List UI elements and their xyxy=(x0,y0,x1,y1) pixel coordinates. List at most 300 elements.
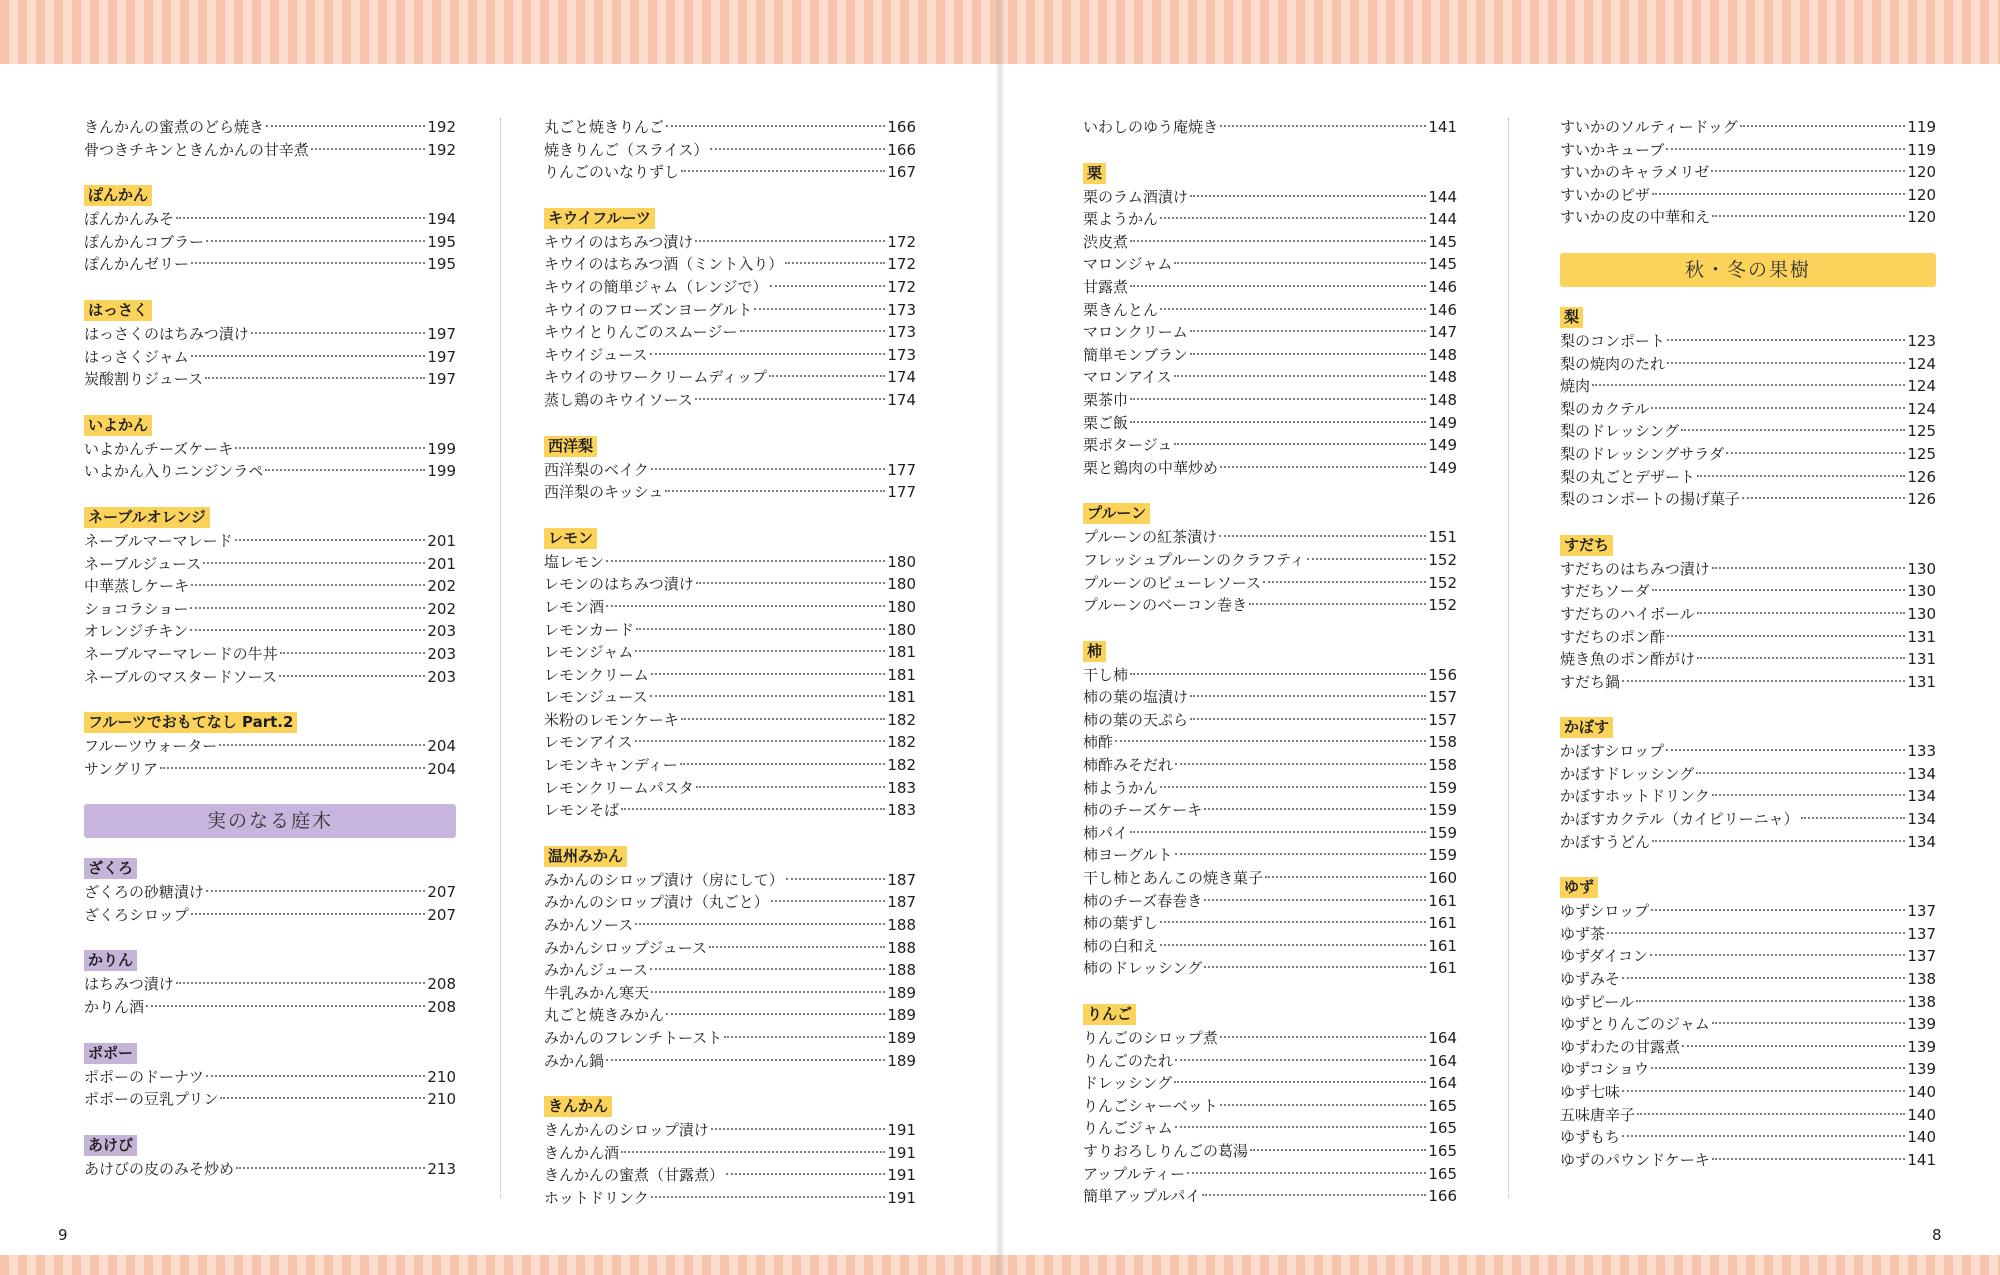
toc-entry[interactable] xyxy=(544,686,916,709)
entry-title: レモンそば xyxy=(544,801,620,820)
toc-entry[interactable] xyxy=(84,1158,456,1181)
entry-page-number: 152 xyxy=(1428,550,1457,569)
toc-entry[interactable] xyxy=(1560,923,1936,946)
entry-title: あけびの皮のみそ炒め xyxy=(84,1159,235,1178)
toc-entry[interactable] xyxy=(84,231,456,254)
dot-leader xyxy=(146,1005,425,1007)
entry-page-number: 191 xyxy=(887,1166,916,1185)
toc-entry[interactable] xyxy=(544,891,916,914)
dot-leader xyxy=(1652,589,1906,591)
toc-entry[interactable] xyxy=(1560,603,1936,626)
entry-title: キウイとりんごのスムージー xyxy=(544,323,738,342)
entry-title: 西洋梨のベイク xyxy=(544,460,649,479)
toc-entry[interactable] xyxy=(84,620,456,643)
entry-title: キウイのはちみつ漬け xyxy=(544,232,694,251)
toc-entry[interactable] xyxy=(1083,299,1457,322)
entry-title: キウイのはちみつ酒（ミント入り） xyxy=(544,255,784,274)
entry-title: 干し柿 xyxy=(1083,665,1129,684)
toc-entry[interactable] xyxy=(1560,330,1936,353)
toc-entry[interactable] xyxy=(544,619,916,642)
toc-entry[interactable] xyxy=(1560,206,1936,229)
page-number-left: 9 xyxy=(58,1226,68,1244)
dot-leader xyxy=(1263,581,1426,583)
entry-title: フルーツウォーター xyxy=(84,737,218,756)
dot-leader xyxy=(770,285,886,287)
toc-entry[interactable] xyxy=(544,231,916,254)
entry-title: すいかの皮の中華和え xyxy=(1560,208,1711,227)
toc-entry[interactable] xyxy=(1083,1163,1457,1186)
dot-leader xyxy=(1666,749,1905,751)
entry-page-number: 159 xyxy=(1428,823,1457,842)
entry-page-number: 192 xyxy=(427,118,456,136)
entry-page-number: 197 xyxy=(427,324,456,343)
entry-title: マロンクリーム xyxy=(1083,323,1188,342)
toc-entry[interactable] xyxy=(1083,1027,1457,1050)
dot-leader xyxy=(203,562,425,564)
dot-leader xyxy=(606,1059,885,1061)
entry-page-number: 157 xyxy=(1428,710,1457,729)
entry-page-number: 207 xyxy=(427,905,456,924)
toc-entry[interactable] xyxy=(544,869,916,892)
toc-entry[interactable] xyxy=(544,1004,916,1027)
toc-entry[interactable] xyxy=(544,799,916,822)
toc-entry[interactable] xyxy=(1083,822,1457,845)
entry-title: すいかキューブ xyxy=(1560,140,1665,159)
toc-entry[interactable] xyxy=(1560,763,1936,786)
entry-page-number: 131 xyxy=(1907,672,1936,691)
toc-entry[interactable] xyxy=(544,253,916,276)
toc-section xyxy=(84,116,456,161)
toc-entry[interactable] xyxy=(1083,1050,1457,1073)
toc-entry[interactable] xyxy=(1560,580,1936,603)
entry-title: りんごのいなりずし xyxy=(544,163,680,182)
entry-page-number: 158 xyxy=(1428,733,1457,752)
dot-leader xyxy=(1160,944,1426,946)
toc-entry[interactable] xyxy=(1083,799,1457,822)
toc-entry[interactable] xyxy=(544,596,916,619)
entry-page-number: 183 xyxy=(887,778,916,797)
entry-page-number: 145 xyxy=(1428,232,1457,251)
dot-leader xyxy=(635,740,886,742)
toc-entry[interactable] xyxy=(84,996,456,1019)
entry-page-number: 182 xyxy=(887,710,916,729)
dot-leader xyxy=(1712,1158,1906,1160)
section-heading: 温州みかん xyxy=(544,846,627,867)
toc-entry[interactable] xyxy=(544,116,916,139)
toc-entry[interactable] xyxy=(1083,116,1457,139)
toc-entry[interactable] xyxy=(544,366,916,389)
toc-section xyxy=(1083,163,1457,480)
toc-entry[interactable] xyxy=(84,735,456,758)
toc-entry[interactable] xyxy=(544,1164,916,1187)
page-number-right: 8 xyxy=(1932,1226,1942,1244)
toc-entry[interactable] xyxy=(84,904,456,927)
toc-entry[interactable] xyxy=(84,208,456,231)
toc-entry[interactable] xyxy=(1560,488,1936,511)
entry-title: 柿パイ xyxy=(1083,823,1129,842)
toc-section xyxy=(84,1043,456,1111)
toc-entry[interactable] xyxy=(84,973,456,996)
entry-title: 梨の焼肉のたれ xyxy=(1560,354,1666,373)
dot-leader xyxy=(1651,407,1905,409)
toc-entry[interactable] xyxy=(1083,321,1457,344)
toc-column-1 xyxy=(84,116,456,1204)
toc-entry[interactable] xyxy=(1560,443,1936,466)
toc-entry[interactable] xyxy=(1560,671,1936,694)
toc-entry[interactable] xyxy=(1083,253,1457,276)
toc-entry[interactable] xyxy=(1560,808,1936,831)
section-heading: レモン xyxy=(544,528,597,549)
toc-entry[interactable] xyxy=(84,1088,456,1111)
toc-entry[interactable] xyxy=(544,1187,916,1210)
entry-page-number: 120 xyxy=(1907,185,1936,204)
entry-title: 柿酢 xyxy=(1083,733,1114,752)
entry-page-number: 120 xyxy=(1907,208,1936,227)
section-heading: すだち xyxy=(1560,535,1613,556)
toc-entry[interactable] xyxy=(1083,844,1457,867)
toc-column-3 xyxy=(1083,116,1457,1232)
entry-page-number: 148 xyxy=(1428,390,1457,409)
toc-entry[interactable] xyxy=(1560,466,1936,489)
entry-page-number: 149 xyxy=(1428,436,1457,455)
toc-entry[interactable] xyxy=(544,551,916,574)
entry-title: かぼすホットドリンク xyxy=(1560,787,1710,806)
toc-entry[interactable] xyxy=(544,937,916,960)
toc-entry[interactable] xyxy=(1083,594,1457,617)
toc-entry[interactable] xyxy=(544,959,916,982)
dot-leader xyxy=(219,744,425,746)
dot-leader xyxy=(1187,1172,1426,1174)
toc-entry[interactable] xyxy=(1560,1036,1936,1059)
entry-title: いわしのゆう庵焼き xyxy=(1083,118,1219,136)
toc-entry[interactable] xyxy=(544,914,916,937)
toc-entry[interactable] xyxy=(1083,731,1457,754)
column-divider xyxy=(500,118,501,1198)
entry-page-number: 187 xyxy=(887,870,916,889)
toc-entry[interactable] xyxy=(1083,389,1457,412)
toc-entry[interactable] xyxy=(1083,686,1457,709)
entry-page-number: 131 xyxy=(1907,650,1936,669)
entry-page-number: 130 xyxy=(1907,559,1936,578)
entry-title: すだちソーダ xyxy=(1560,582,1650,601)
toc-entry[interactable] xyxy=(1560,785,1936,808)
dot-leader xyxy=(695,240,885,242)
entry-title: 梨のドレッシングサラダ xyxy=(1560,444,1725,463)
toc-entry[interactable] xyxy=(84,368,456,391)
toc-entry[interactable] xyxy=(544,1027,916,1050)
toc-entry[interactable] xyxy=(544,1142,916,1165)
toc-entry[interactable] xyxy=(544,389,916,412)
entry-title: ゆず七味 xyxy=(1560,1083,1621,1101)
entry-title: プルーンのピューレソース xyxy=(1083,573,1262,592)
toc-entry[interactable] xyxy=(84,530,456,553)
toc-entry[interactable] xyxy=(544,344,916,367)
entry-page-number: 138 xyxy=(1907,970,1936,989)
toc-entry[interactable] xyxy=(1560,375,1936,398)
toc-entry[interactable] xyxy=(1560,626,1936,649)
toc-entry[interactable] xyxy=(1083,549,1457,572)
toc-entry[interactable] xyxy=(1083,526,1457,549)
toc-entry[interactable] xyxy=(1560,1013,1936,1036)
toc-entry[interactable] xyxy=(1083,935,1457,958)
toc-entry[interactable] xyxy=(1083,276,1457,299)
entry-page-number: 180 xyxy=(887,620,916,639)
toc-entry[interactable] xyxy=(1083,457,1457,480)
entry-title: ポポーの豆乳プリン xyxy=(84,1090,219,1109)
dot-leader xyxy=(1174,443,1426,445)
toc-entry[interactable] xyxy=(1083,434,1457,457)
entry-title: はちみつ漬け xyxy=(84,975,174,994)
entry-title: すいかのピザ xyxy=(1560,185,1651,204)
toc-entry[interactable] xyxy=(1083,1140,1457,1163)
section-banner: 実のなる庭木 xyxy=(84,804,456,838)
toc-entry[interactable] xyxy=(84,1066,456,1089)
dot-leader xyxy=(696,582,886,584)
toc-entry[interactable] xyxy=(1083,957,1457,980)
dot-leader xyxy=(635,650,885,652)
entry-page-number: 160 xyxy=(1428,869,1457,888)
entry-title: レモンカード xyxy=(544,620,635,639)
toc-entry[interactable] xyxy=(1083,754,1457,777)
entry-page-number: 182 xyxy=(887,756,916,775)
toc-entry[interactable] xyxy=(1560,353,1936,376)
toc-column-2 xyxy=(544,116,916,1234)
entry-title: 柿の白和え xyxy=(1083,936,1159,955)
toc-entry[interactable] xyxy=(544,982,916,1005)
toc-entry[interactable] xyxy=(84,438,456,461)
entry-title: りんごのたれ xyxy=(1083,1051,1174,1070)
toc-entry[interactable] xyxy=(544,573,916,596)
toc-section xyxy=(544,1096,916,1209)
dot-leader xyxy=(1220,1104,1427,1106)
entry-page-number: 166 xyxy=(1428,1187,1457,1206)
toc-entry[interactable] xyxy=(544,481,916,504)
toc-entry[interactable] xyxy=(84,643,456,666)
toc-section xyxy=(84,1135,456,1181)
entry-title: ゆずみそ xyxy=(1560,970,1621,989)
toc-entry[interactable] xyxy=(84,553,456,576)
toc-entry[interactable] xyxy=(1560,398,1936,421)
entry-page-number: 126 xyxy=(1907,490,1936,509)
entry-title: 栗茶巾 xyxy=(1083,390,1129,409)
toc-entry[interactable] xyxy=(1083,1117,1457,1140)
entry-title: みかんのフレンチトースト xyxy=(544,1029,723,1047)
entry-page-number: 139 xyxy=(1907,1060,1936,1079)
toc-entry[interactable] xyxy=(84,346,456,369)
toc-entry[interactable] xyxy=(1083,867,1457,890)
dot-leader xyxy=(636,628,885,630)
toc-entry[interactable] xyxy=(1560,1081,1936,1104)
toc-entry[interactable] xyxy=(544,299,916,322)
toc-entry[interactable] xyxy=(544,754,916,777)
dot-leader xyxy=(1220,466,1426,468)
section-heading: はっさく xyxy=(84,300,152,321)
entry-title: ショコラショー xyxy=(84,599,189,618)
toc-entry[interactable] xyxy=(84,253,456,276)
dot-leader xyxy=(1697,612,1906,614)
entry-page-number: 152 xyxy=(1428,596,1457,615)
toc-entry[interactable] xyxy=(1083,1095,1457,1118)
section-heading: いよかん xyxy=(84,415,152,436)
toc-entry[interactable] xyxy=(1083,344,1457,367)
toc-entry[interactable] xyxy=(544,459,916,482)
dot-leader xyxy=(1711,170,1905,172)
entry-page-number: 164 xyxy=(1428,1029,1457,1047)
toc-section xyxy=(1560,877,1936,1171)
dot-leader xyxy=(1115,740,1426,742)
dot-leader xyxy=(1175,853,1427,855)
entry-page-number: 208 xyxy=(427,975,456,994)
dot-leader xyxy=(235,447,425,449)
toc-entry[interactable] xyxy=(544,641,916,664)
entry-title: キウイのサワークリームディップ xyxy=(544,368,768,387)
toc-entry[interactable] xyxy=(1560,420,1936,443)
entry-page-number: 124 xyxy=(1907,399,1936,418)
dot-leader xyxy=(695,398,886,400)
toc-entry[interactable] xyxy=(84,460,456,483)
toc-entry[interactable] xyxy=(1083,572,1457,595)
toc-entry[interactable] xyxy=(1560,1149,1936,1172)
entry-title: きんかん酒 xyxy=(544,1143,620,1162)
entry-page-number: 164 xyxy=(1428,1074,1457,1093)
toc-section xyxy=(544,846,916,1072)
entry-page-number: 130 xyxy=(1907,604,1936,623)
entry-title: キウイのフローズンヨーグルト xyxy=(544,300,753,319)
toc-entry[interactable] xyxy=(1560,968,1936,991)
entry-page-number: 203 xyxy=(427,667,456,686)
entry-title: いよかんチーズケーキ xyxy=(84,439,234,458)
entry-title: 牛乳みかん寒天 xyxy=(544,983,650,1002)
dot-leader xyxy=(621,1151,885,1153)
entry-title: 梨のコンポートの揚げ菓子 xyxy=(1560,490,1741,509)
toc-entry[interactable] xyxy=(84,666,456,689)
dot-leader xyxy=(1667,339,1905,341)
toc-entry[interactable] xyxy=(1083,231,1457,254)
entry-title: ゆずコショウ xyxy=(1560,1060,1649,1079)
section-heading: 西洋梨 xyxy=(544,436,597,457)
toc-entry[interactable] xyxy=(84,139,456,162)
toc-entry[interactable] xyxy=(1560,740,1936,763)
dot-leader xyxy=(266,125,425,127)
toc-entry[interactable] xyxy=(84,881,456,904)
entry-title: レモンアイス xyxy=(544,733,633,752)
toc-entry[interactable] xyxy=(1560,161,1936,184)
toc-entry[interactable] xyxy=(1560,991,1936,1014)
dot-leader xyxy=(1740,125,1905,127)
entry-title: 渋皮煮 xyxy=(1083,232,1129,251)
toc-entry[interactable] xyxy=(1083,366,1457,389)
entry-page-number: 141 xyxy=(1428,118,1457,136)
toc-entry[interactable] xyxy=(1083,186,1457,209)
entry-title: ネーブルマーマレードの牛丼 xyxy=(84,644,278,663)
dot-leader xyxy=(1160,308,1426,310)
toc-entry[interactable] xyxy=(544,321,916,344)
entry-page-number: 134 xyxy=(1907,832,1936,851)
entry-page-number: 147 xyxy=(1428,323,1457,342)
toc-entry[interactable] xyxy=(544,276,916,299)
toc-entry[interactable] xyxy=(1560,648,1936,671)
dot-leader xyxy=(1190,353,1426,355)
toc-entry[interactable] xyxy=(1560,1126,1936,1149)
entry-page-number: 181 xyxy=(887,665,916,684)
toc-entry[interactable] xyxy=(84,598,456,621)
toc-entry[interactable] xyxy=(1560,945,1936,968)
toc-entry[interactable] xyxy=(1083,912,1457,935)
section-heading: ざくろ xyxy=(84,858,137,879)
toc-section xyxy=(1560,307,1936,511)
dot-leader xyxy=(1622,977,1905,979)
toc-entry[interactable] xyxy=(1560,1058,1936,1081)
entry-page-number: 188 xyxy=(887,916,916,935)
toc-entry[interactable] xyxy=(84,116,456,139)
toc-entry[interactable] xyxy=(1083,1185,1457,1208)
entry-title: マロンジャム xyxy=(1083,255,1173,274)
toc-entry[interactable] xyxy=(84,758,456,781)
toc-entry[interactable] xyxy=(544,709,916,732)
entry-page-number: 159 xyxy=(1428,801,1457,820)
dot-leader xyxy=(726,1173,885,1175)
entry-title: 栗のラム酒漬け xyxy=(1083,187,1188,206)
toc-entry[interactable] xyxy=(1560,184,1936,207)
toc-entry[interactable] xyxy=(1083,1072,1457,1095)
toc-entry[interactable] xyxy=(544,731,916,754)
toc-entry[interactable] xyxy=(1560,831,1936,854)
toc-entry[interactable] xyxy=(1560,1104,1936,1127)
toc-entry[interactable] xyxy=(84,575,456,598)
entry-title: プルーンのベーコン巻き xyxy=(1083,596,1248,615)
dot-leader xyxy=(220,1097,425,1099)
toc-entry[interactable] xyxy=(544,1050,916,1073)
toc-entry[interactable] xyxy=(544,777,916,800)
toc-section xyxy=(1083,1004,1457,1208)
entry-title: 甘露煮 xyxy=(1083,277,1129,296)
toc-entry[interactable] xyxy=(1560,900,1936,923)
entry-title: レモンクリームパスタ xyxy=(544,778,694,797)
entry-title: ざくろシロップ xyxy=(84,905,189,924)
toc-entry[interactable] xyxy=(544,1119,916,1142)
entry-title: 栗ようかん xyxy=(1083,210,1159,229)
entry-title: 栗ご飯 xyxy=(1083,413,1129,432)
toc-entry[interactable] xyxy=(1083,664,1457,687)
entry-title: ゆずわたの甘露煮 xyxy=(1560,1037,1681,1056)
dot-leader xyxy=(650,695,886,697)
entry-page-number: 145 xyxy=(1428,255,1457,274)
toc-entry[interactable] xyxy=(1560,116,1936,139)
entry-page-number: 146 xyxy=(1428,300,1457,319)
dot-leader xyxy=(1160,786,1426,788)
dot-leader xyxy=(279,675,425,677)
dot-leader xyxy=(785,262,885,264)
toc-entry[interactable] xyxy=(1083,890,1457,913)
entry-title: サングリア xyxy=(84,759,158,778)
entry-page-number: 189 xyxy=(887,1051,916,1070)
toc-entry[interactable] xyxy=(1083,709,1457,732)
toc-entry[interactable] xyxy=(544,664,916,687)
entry-title: キウイの簡単ジャム（レンジで） xyxy=(544,277,768,296)
toc-entry[interactable] xyxy=(544,139,916,162)
toc-entry[interactable] xyxy=(1083,777,1457,800)
entry-title: 丸ごと焼きみかん xyxy=(544,1006,665,1025)
toc-entry[interactable] xyxy=(1083,412,1457,435)
entry-page-number: 173 xyxy=(887,300,916,319)
toc-entry[interactable] xyxy=(544,161,916,184)
toc-entry[interactable] xyxy=(1083,208,1457,231)
entry-title: 簡単アップルパイ xyxy=(1083,1187,1201,1206)
dot-leader xyxy=(769,375,885,377)
toc-entry[interactable] xyxy=(1560,558,1936,581)
toc-entry[interactable] xyxy=(1560,139,1936,162)
toc-entry[interactable] xyxy=(84,323,456,346)
